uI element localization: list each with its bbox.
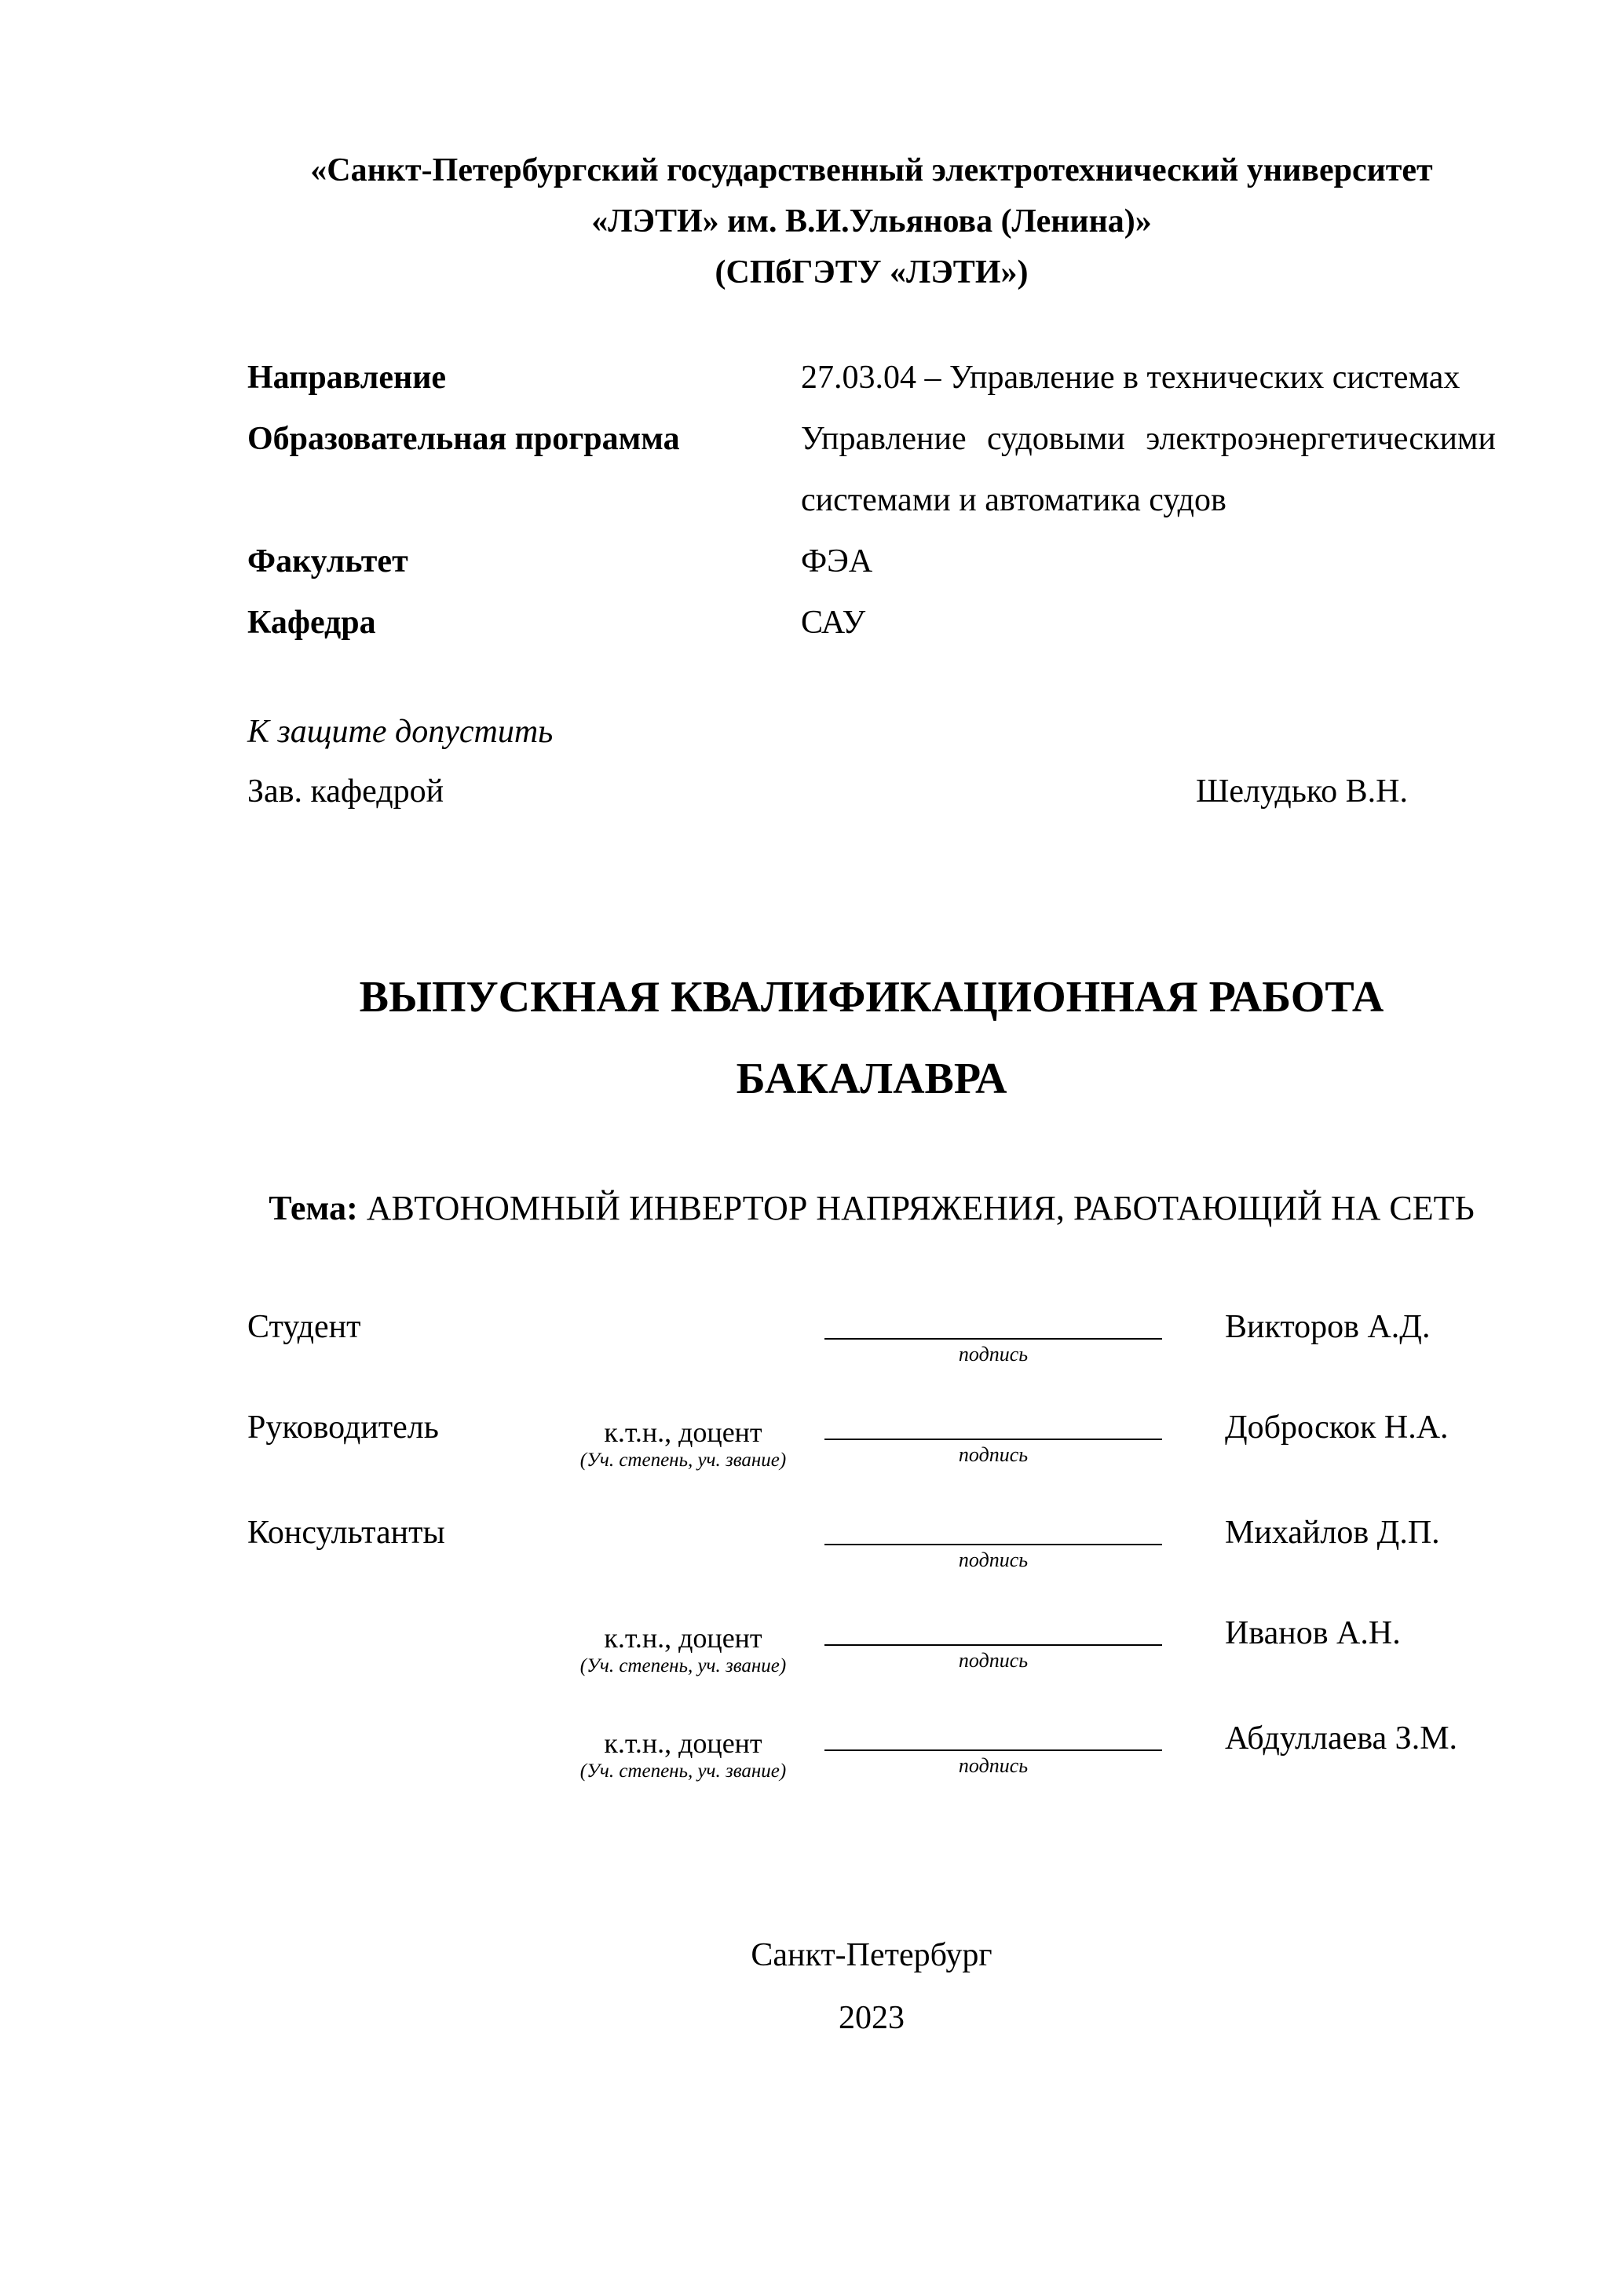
degree-title: к.т.н., доцент [604, 1622, 762, 1654]
approval-head-line [247, 762, 1496, 821]
signature-name: Доброскок Н.А. [1225, 1409, 1449, 1446]
signature-field [824, 1613, 1162, 1674]
topic-label: Тема: [269, 1189, 358, 1227]
signature-degree [542, 1718, 824, 1784]
info-row-direction [247, 347, 1496, 408]
university-header-line3: (СПбГЭТУ «ЛЭТИ») [715, 254, 1029, 291]
signature-caption: подпись [958, 1754, 1029, 1777]
work-title [247, 956, 1496, 1120]
signature-name: Викторов А.Д. [1225, 1309, 1431, 1345]
signature-caption: подпись [958, 1649, 1029, 1672]
signature-field [824, 1718, 1162, 1779]
signature-line [824, 1718, 1162, 1751]
footer-year: 2023 [839, 2000, 905, 2036]
faculty-value: ФЭА [801, 543, 873, 579]
signature-row-supervisor [247, 1407, 1496, 1473]
info-row-faculty [247, 531, 1496, 592]
signature-name: Абдуллаева З.М. [1225, 1720, 1458, 1757]
faculty-label: Факультет [247, 543, 408, 579]
signature-line [824, 1613, 1162, 1646]
university-header-line2: «ЛЭТИ» им. В.И.Ульянова (Ленина)» [591, 203, 1152, 239]
signature-row-consultant-1 [247, 1512, 1496, 1574]
info-row-department [247, 592, 1496, 653]
signature-caption: подпись [958, 1343, 1029, 1366]
signature-row-consultant-3 [247, 1718, 1496, 1784]
department-value: САУ [801, 605, 866, 641]
degree-note: (Уч. степень, уч. звание) [579, 1655, 787, 1676]
head-of-department-label: Зав. кафедрой [247, 773, 444, 810]
signature-line [824, 1512, 1162, 1545]
program-label: Образовательная программа [247, 421, 680, 457]
signature-caption: подпись [958, 1443, 1029, 1466]
signature-caption: подпись [958, 1548, 1029, 1571]
signature-row-student [247, 1307, 1496, 1368]
degree-title: к.т.н., доцент [604, 1417, 762, 1448]
signature-degree [542, 1512, 824, 1522]
signature-degree [542, 1307, 824, 1316]
info-row-program [247, 408, 1496, 531]
topic-text: АВТОНОМНЫЙ ИНВЕРТОР НАПРЯЖЕНИЯ, РАБОТАЮЩИЙ НА СЕТЬ [366, 1189, 1475, 1227]
signature-name: Михайлов Д.П. [1225, 1515, 1440, 1551]
footer [247, 1924, 1496, 2049]
footer-city: Санкт-Петербург [751, 1937, 992, 1973]
signature-field [824, 1407, 1162, 1468]
work-title-line1: ВЫПУСКНАЯ КВАЛИФИКАЦИОННАЯ РАБОТА [359, 973, 1384, 1022]
degree-note: (Уч. степень, уч. звание) [579, 1450, 787, 1471]
program-value: Управление судовыми электроэнергетическими системами и автоматика судов [801, 421, 1496, 518]
topic-block [247, 1183, 1496, 1234]
direction-value: 27.03.04 – Управление в технических системах [801, 360, 1460, 396]
signature-degree [542, 1613, 824, 1679]
approval-block [247, 702, 1496, 821]
signature-row-consultant-2 [247, 1613, 1496, 1679]
signature-role: Руководитель [247, 1409, 439, 1446]
degree-note: (Уч. степень, уч. звание) [579, 1760, 787, 1782]
degree-title: к.т.н., доцент [604, 1727, 762, 1759]
signature-line [824, 1307, 1162, 1340]
university-header-line1: «Санкт-Петербургский государственный электротехнический университет [310, 152, 1433, 188]
signature-degree [542, 1407, 824, 1473]
signature-role: Студент [247, 1309, 361, 1345]
signature-line [824, 1407, 1162, 1440]
signatures-section [247, 1307, 1496, 1784]
signature-role: Консультанты [247, 1515, 445, 1551]
direction-label: Направление [247, 360, 447, 396]
signature-name: Иванов А.Н. [1225, 1615, 1401, 1651]
program-info [247, 347, 1496, 653]
university-header [247, 145, 1496, 298]
signature-field [824, 1307, 1162, 1368]
approval-permit-line: К защите допустить [247, 714, 554, 750]
department-label: Кафедра [247, 605, 376, 641]
work-title-line2: БАКАЛАВРА [736, 1055, 1007, 1103]
signature-field [824, 1512, 1162, 1574]
head-of-department-name: Шелудько В.Н. [1196, 773, 1408, 810]
